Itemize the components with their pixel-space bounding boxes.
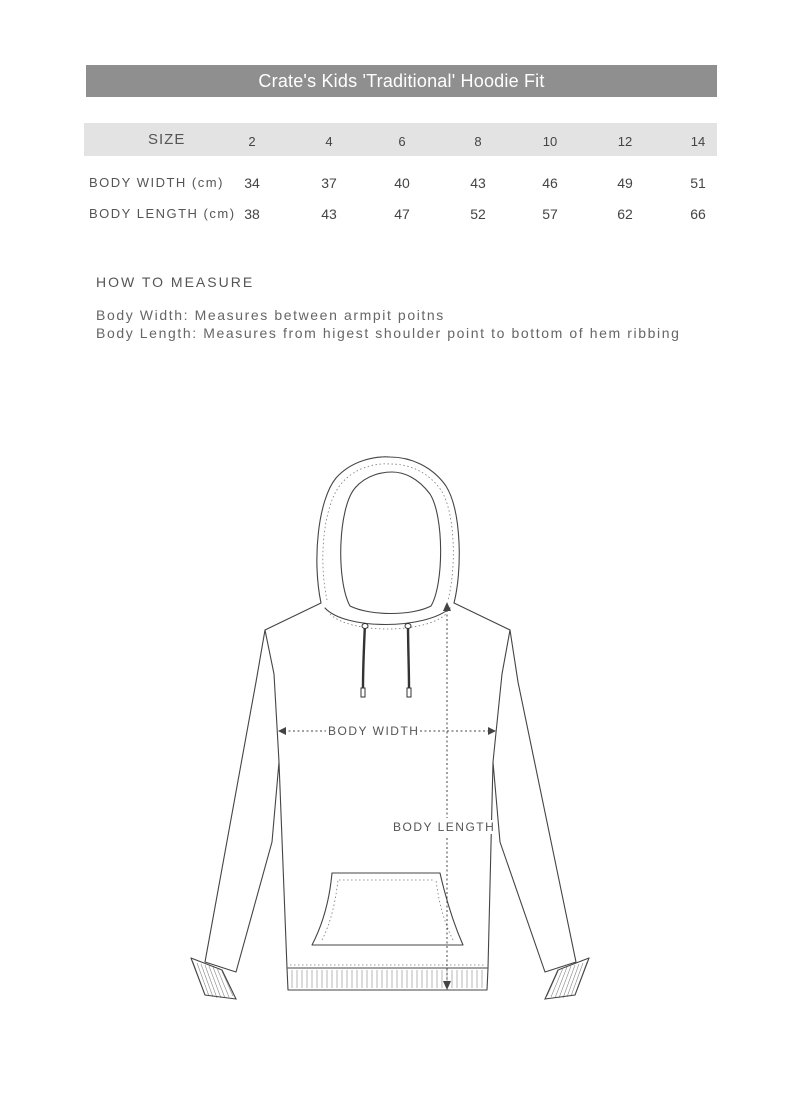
size-cell: 14 xyxy=(690,134,706,149)
kangaroo-pocket xyxy=(312,873,463,945)
size-cell: 10 xyxy=(542,134,558,149)
right-shoulder-seam xyxy=(493,630,510,762)
size-cell: 8 xyxy=(474,134,482,149)
table-cell: 52 xyxy=(470,206,486,222)
body-width-description: Body Width: Measures between armpit poitns xyxy=(96,307,445,323)
size-label: SIZE xyxy=(148,131,186,148)
hoodie-body-outline xyxy=(205,603,576,990)
table-cell: 43 xyxy=(321,206,337,222)
body-length-label: BODY LENGTH xyxy=(393,820,496,834)
left-shoulder-seam xyxy=(265,630,279,762)
table-cell: 43 xyxy=(470,175,486,191)
right-drawstring xyxy=(408,624,409,688)
row-label-body-width: BODY WIDTH (cm) xyxy=(89,175,224,190)
hood-opening xyxy=(341,472,441,614)
left-drawstring xyxy=(363,624,365,688)
table-cell: 47 xyxy=(394,206,410,222)
page-title: Crate's Kids 'Traditional' Hoodie Fit xyxy=(258,71,545,91)
hood-outline xyxy=(317,457,459,603)
table-cell: 66 xyxy=(690,206,706,222)
table-cell: 51 xyxy=(690,175,706,191)
table-cell: 57 xyxy=(542,206,558,222)
table-cell: 49 xyxy=(617,175,633,191)
row-label-body-length: BODY LENGTH (cm) xyxy=(89,206,236,221)
table-cell: 46 xyxy=(542,175,558,191)
table-cell: 38 xyxy=(244,206,260,222)
table-cell: 62 xyxy=(617,206,633,222)
size-cell: 6 xyxy=(398,134,406,149)
how-to-measure-heading: HOW TO MEASURE xyxy=(96,274,255,290)
body-width-label: BODY WIDTH xyxy=(328,724,420,738)
size-cell: 2 xyxy=(248,134,256,149)
table-cell: 34 xyxy=(244,175,260,191)
body-length-description: Body Length: Measures from higest shoulder point to bottom of hem ribbing xyxy=(96,325,681,341)
size-cell: 4 xyxy=(325,134,333,149)
size-cell: 12 xyxy=(617,134,633,149)
table-cell: 37 xyxy=(321,175,337,191)
table-cell: 40 xyxy=(394,175,410,191)
